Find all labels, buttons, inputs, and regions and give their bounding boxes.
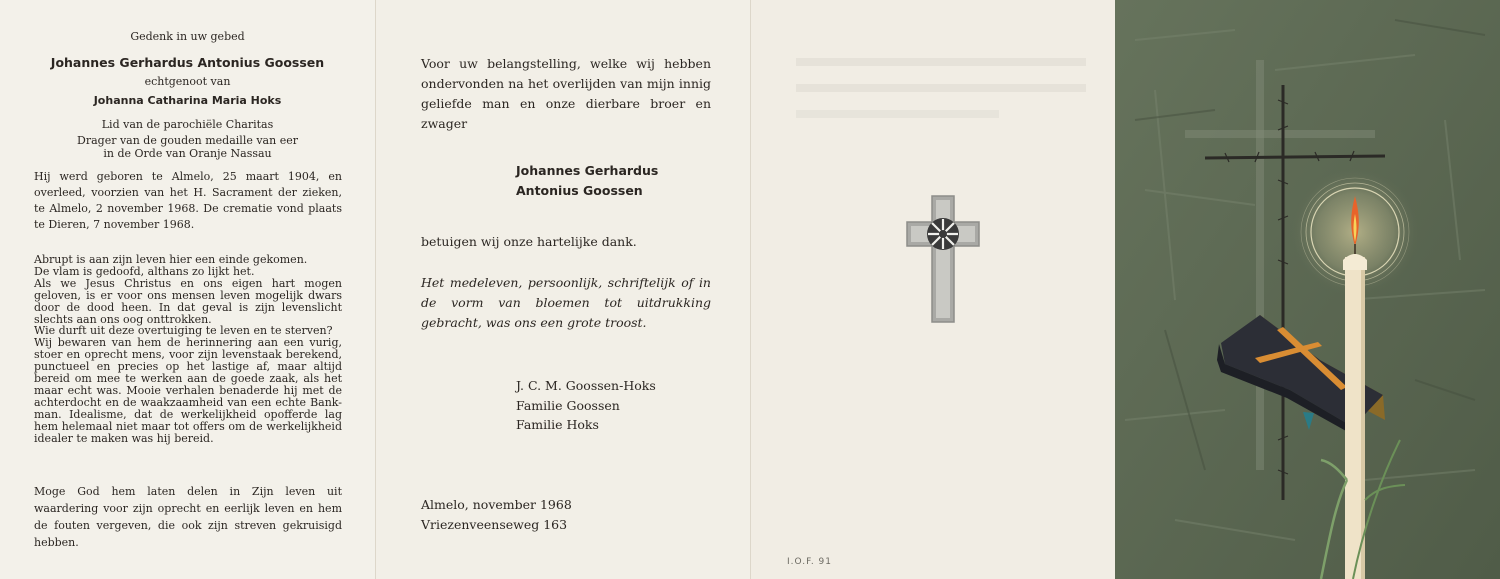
poem-line: Wie durft uit deze overtuiging te leven en te sterven? xyxy=(34,324,333,338)
signatory: Familie Hoks xyxy=(516,417,599,432)
signatory: J. C. M. Goossen-Hoks xyxy=(516,378,656,393)
header-text: Gedenk in uw gebed xyxy=(130,30,245,43)
poem-line: Abrupt is aan zijn leven hier een einde gekomen. xyxy=(34,253,308,266)
cross-icon xyxy=(901,192,985,326)
deceased-name: Johannes Gerhardus Antonius Goossen xyxy=(50,55,325,70)
poem-line: Als we Jesus Christus en ons eigen hart mogen geloven, is er voor ons mensen leven mogelijk dwars door de dood heen. In dat geval is zijn levenslicht slechts aan ons oog onttrokken. xyxy=(34,276,342,326)
place-date: Almelo, november 1968 xyxy=(421,497,572,512)
name-line-1: Johannes Gerhardus xyxy=(516,163,659,178)
painting-panel xyxy=(1115,0,1500,579)
bleed-through-text xyxy=(796,58,1086,118)
memorial-panel-left xyxy=(0,0,375,579)
poem-line: Wij bewaren van hem de herinnering aan een vurig, stoer en oprecht mens, voor zijn levenstaak berekend, punctueel en precies op het lastige af, maar altijd bereid om mee te werken aan de goede zaak, als het maar echt was. Mooie verhalen benaderde hij met de achterdocht en de waakzaamheid van een echte Bank-man. Idealisme, dat de werkelijkheid opofferde lag hem helemaal niet maar tot offers om de werkelijkheid idealer te maken was hij bereid. xyxy=(34,336,342,445)
address: Vriezenveenseweg 163 xyxy=(421,517,568,532)
acknowledgement-panel xyxy=(375,0,750,579)
candle-bible-painting xyxy=(1115,0,1500,579)
spouse-label: echtgenoot van xyxy=(144,75,231,88)
place-date-block xyxy=(421,495,572,535)
role-charitas: Lid van de parochiële Charitas xyxy=(101,118,274,131)
poem-line: De vlam is gedoofd, althans zo lijkt het. xyxy=(34,264,255,278)
intro-text: Voor uw belangstelling, welke wij hebben ondervonden na het overlijden van mijn innig geliefde man en onze dierbare broer en zwager xyxy=(421,56,711,131)
sympathy-text: Het medeleven, persoonlijk, schriftelijk of in de vorm van bloemen tot uitdrukking gebracht, was ons een grote troost. xyxy=(421,275,711,330)
thanks-text: betuigen wij onze hartelijke dank. xyxy=(421,234,637,249)
biography: Hij werd geboren te Almelo, 25 maart 1904, en overleed, voorzien van het H. Sacrament der zieken, te Almelo, 2 november 1968. De crematie vond plaats te Dieren, 7 november 1968. xyxy=(34,170,342,231)
cross-panel xyxy=(750,0,1115,579)
signatories xyxy=(516,376,656,435)
print-code: I.O.F. 91 xyxy=(787,557,832,567)
poem-block xyxy=(34,254,342,445)
role-medal: Drager van de gouden medaille van eer xyxy=(77,134,298,147)
name-line-2: Antonius Goossen xyxy=(516,183,643,198)
signatory: Familie Goossen xyxy=(516,397,620,413)
closing-prayer: Moge God hem laten delen in Zijn leven uit waardering voor zijn oprecht en eerlijk leven en hem de fouten vergeven, die ook zijn streven gekruisigd hebben. xyxy=(34,485,342,549)
spouse-name: Johanna Catharina Maria Hoks xyxy=(93,94,282,107)
role-order: in de Orde van Oranje Nassau xyxy=(103,147,272,160)
